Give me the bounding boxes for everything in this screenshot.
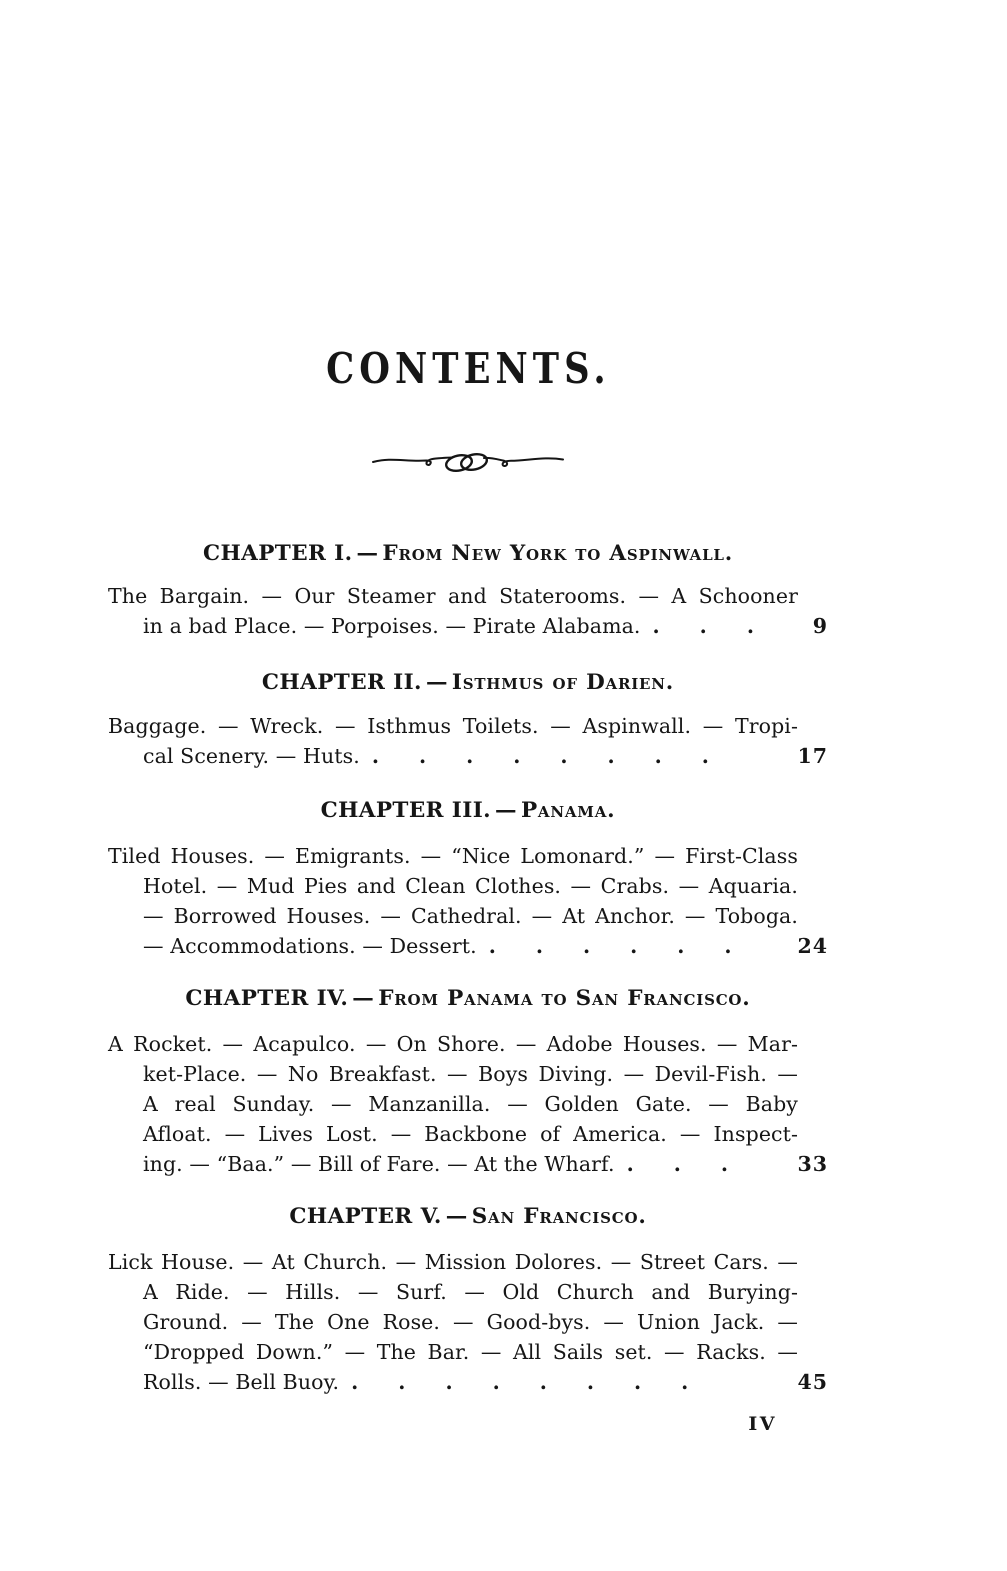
chapter-2-entry: [108, 711, 828, 771]
chapter-5-heading: [108, 1202, 828, 1232]
chapter-2-dash: —: [425, 670, 448, 695]
entry-line: Ground. — The One Rose. — Good-bys. — Union Jack. —: [143, 1310, 798, 1334]
chapter-2-label: CHAPTER II.: [261, 670, 422, 695]
entry-line: ket-Place. — No Breakfast. — Boys Diving. — Devil-Fish. —: [143, 1062, 798, 1086]
chapter-3-label: CHAPTER III.: [320, 798, 492, 823]
entry-line: The Bargain. — Our Steamer and Staterooms. — A Schooner: [108, 584, 798, 608]
entry-text: — Accommodations. — Dessert.: [143, 934, 477, 958]
chapter-1-label: CHAPTER I.: [202, 541, 353, 566]
dot-leader: ......: [488, 934, 772, 958]
chapter-1-dash: —: [356, 541, 379, 566]
entry-last-line: [143, 611, 828, 641]
chapter-5-dash: —: [445, 1204, 468, 1229]
chapter-2-subtitle: Isthmus of Darien.: [451, 670, 675, 695]
entry-line: Lick House. — At Church. — Mission Dolores. — Street Cars. —: [108, 1250, 798, 1274]
dot-leader: ...: [626, 1152, 769, 1176]
page-number: 24: [797, 934, 828, 958]
entry-text: ing. — “Baa.” — Bill of Fare. — At the Wharf.: [143, 1152, 615, 1176]
entry-line: — Borrowed Houses. — Cathedral. — At Anchor. — Toboga.: [143, 904, 798, 928]
entry-line: “Dropped Down.” — The Bar. — All Sails set. — Racks. —: [143, 1340, 798, 1364]
page-number: 45: [797, 1370, 828, 1394]
chapter-3-entry: [108, 841, 828, 961]
chapter-3-subtitle: Panama.: [520, 798, 616, 823]
entry-line: Afloat. — Lives Lost. — Backbone of America. — Inspect-: [143, 1122, 798, 1146]
chapter-4-dash: —: [352, 986, 375, 1011]
entry-line: Baggage. — Wreck. — Isthmus Toilets. — Aspinwall. — Tropi-: [108, 714, 798, 738]
dot-leader: ...: [652, 614, 794, 638]
entry-line: Hotel. — Mud Pies and Clean Clothes. — Crabs. — Aquaria.: [143, 874, 798, 898]
chapter-3-dash: —: [495, 798, 517, 823]
chapter-5-subtitle: San Francisco.: [471, 1204, 647, 1229]
chapter-4-subtitle: From Panama to San Francisco.: [378, 986, 751, 1011]
chapter-3-heading: [108, 796, 828, 826]
entry-line: A Ride. — Hills. — Surf. — Old Church and Burying-: [143, 1280, 798, 1304]
text-block: [108, 0, 828, 1571]
chapter-4-entry: [108, 1029, 828, 1179]
chapter-2-heading: [108, 668, 828, 698]
flourish-ornament: [370, 447, 566, 475]
contents-title-text: CONTENTS.: [325, 344, 611, 393]
chapter-1-heading: [108, 539, 828, 569]
entry-line: A Rocket. — Acapulco. — On Shore. — Adobe Houses. — Mar-: [108, 1032, 798, 1056]
entry-last-line: [143, 741, 828, 771]
entry-last-line: [143, 931, 828, 961]
chapter-5-entry: [108, 1247, 828, 1397]
entry-last-line: [143, 1367, 828, 1397]
dot-leader: ........: [371, 744, 749, 768]
contents-title: [108, 344, 828, 394]
folio-page-number: IV: [748, 1413, 777, 1435]
chapter-4-heading: [108, 984, 828, 1014]
page-number: 9: [812, 614, 828, 638]
dot-leader: ........: [351, 1370, 729, 1394]
chapter-1-subtitle: From New York to Aspinwall.: [382, 541, 734, 566]
entry-last-line: [143, 1149, 828, 1179]
entry-text: Rolls. — Bell Buoy.: [143, 1370, 340, 1394]
entry-text: in a bad Place. — Porpoises. — Pirate Alabama.: [143, 614, 641, 638]
page-number: 33: [797, 1152, 828, 1176]
entry-text: cal Scenery. — Huts.: [143, 744, 360, 768]
page-number: 17: [797, 744, 828, 768]
chapter-4-label: CHAPTER IV.: [185, 986, 349, 1011]
chapter-1-entry: [108, 581, 828, 641]
entry-line: Tiled Houses. — Emigrants. — “Nice Lomonard.” — First-Class: [108, 844, 798, 868]
chapter-5-label: CHAPTER V.: [289, 1204, 442, 1229]
entry-line: A real Sunday. — Manzanilla. — Golden Gate. — Baby: [143, 1092, 798, 1116]
